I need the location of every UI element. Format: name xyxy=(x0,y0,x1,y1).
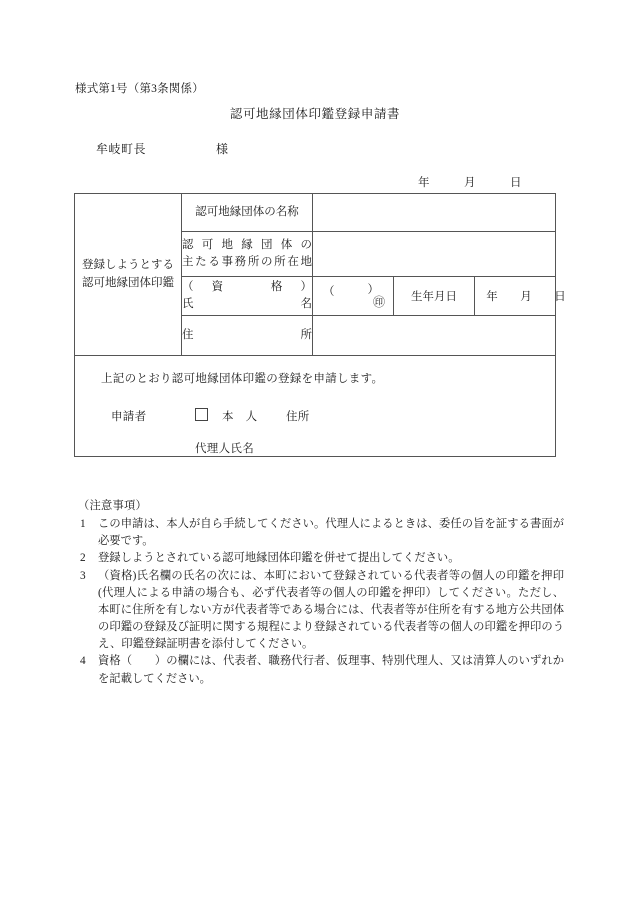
note-item xyxy=(78,653,564,687)
applicant-option-self[interactable] xyxy=(75,408,555,424)
option-self-label: 本 人 xyxy=(222,411,258,423)
date-year: 年 xyxy=(418,177,430,189)
dob-year: 年 xyxy=(486,291,498,303)
label-fullname: 氏 名 xyxy=(182,298,312,310)
note-number: 1 xyxy=(80,518,86,531)
addressee-name: 牟岐町長 xyxy=(96,142,147,156)
form-number: 様式第1号（第3条関係） xyxy=(75,83,204,95)
label-organization-name: 認可地縁団体の名称 xyxy=(182,194,313,232)
label-date-of-birth: 生年月日 xyxy=(394,277,475,316)
date-day: 日 xyxy=(510,177,522,189)
seal-impression-cell[interactable] xyxy=(75,194,182,356)
label-office-address-line2: 主たる事務所の所在地 xyxy=(182,256,312,268)
note-item xyxy=(78,550,564,567)
dob-day: 日 xyxy=(554,291,566,303)
note-text: この申請は、本人が自ら手続してください。代理人によるときは、委任の旨を証する書面が必要です。 xyxy=(98,518,564,548)
label-qualification-name xyxy=(182,277,313,316)
field-address[interactable] xyxy=(313,316,556,356)
applicant-option-agent[interactable] xyxy=(75,440,555,456)
date-month: 月 xyxy=(464,177,476,189)
notes-section xyxy=(78,498,564,688)
seal-stamp-icon: ㊞ xyxy=(372,295,385,309)
field-office-address[interactable] xyxy=(313,232,556,277)
table-row-organization-name xyxy=(75,194,556,232)
field-organization-name[interactable] xyxy=(313,194,556,232)
note-item xyxy=(78,516,564,550)
date-line xyxy=(0,174,556,190)
note-number: 3 xyxy=(80,569,86,582)
registration-form-table xyxy=(74,193,566,457)
note-text: 登録しようとされている認可地縁団体印鑑を併せて提出してください。 xyxy=(98,552,460,565)
statement-text: 上記のとおり認可地縁団体印鑑の登録を申請します。 xyxy=(101,373,384,385)
option-agent-label: 代理人 xyxy=(195,443,231,455)
note-number: 4 xyxy=(80,655,86,668)
label-office-address-line1: 認可地縁団体の xyxy=(182,238,312,251)
label-address xyxy=(182,316,313,356)
field-qualification-name[interactable] xyxy=(313,277,394,316)
page-title: 認可地縁団体印鑑登録申請書 xyxy=(229,107,401,121)
paren-close: ） xyxy=(367,284,379,296)
addressee-honorific: 様 xyxy=(216,142,229,156)
note-text: （資格)氏名欄の氏名の次には、本町において登録されている代表者等の個人の印鑑を押印(代理人による申請の場合も、必ず代表者等の個人の印鑑を押印）してください。ただし、本町に住所を有しない方が代表者等である場合には、代表者等が住所を有する地方公共団体の印鑑の登録及び証明に関する規程により登録されている代表者等の個人の印鑑を押印のうえ、印鑑登録証明書を添付してください。 xyxy=(98,569,564,651)
notes-title: （注意事項） xyxy=(78,500,147,512)
checkbox-self[interactable] xyxy=(195,408,208,421)
seal-label-line2: 認可地縁団体印鑑 xyxy=(82,276,174,289)
label-office-address xyxy=(182,232,313,277)
name-entry-area[interactable] xyxy=(313,277,393,315)
note-number: 2 xyxy=(80,552,86,565)
note-text: 資格（ ）の欄には、代表者、職務代行者、仮理事、特別代理人、又は清算人のいずれかを記載してください。 xyxy=(98,655,564,685)
dob-month: 月 xyxy=(520,291,532,303)
field-date-of-birth[interactable] xyxy=(475,277,566,316)
label-qualification: （資 格） xyxy=(182,280,312,293)
label-address-text: 住 所 xyxy=(182,328,312,341)
statement-block xyxy=(75,356,556,457)
applicant-label: 申請者 xyxy=(111,411,147,423)
table-row-statement xyxy=(75,356,556,457)
option-self-field-label: 住所 xyxy=(286,411,310,423)
note-item xyxy=(78,568,564,654)
option-agent-field-label: 氏名 xyxy=(230,443,255,455)
paren-open: （ xyxy=(323,286,335,298)
seal-label-line1: 登録しようとする xyxy=(82,259,174,272)
addressee-line xyxy=(96,140,229,157)
